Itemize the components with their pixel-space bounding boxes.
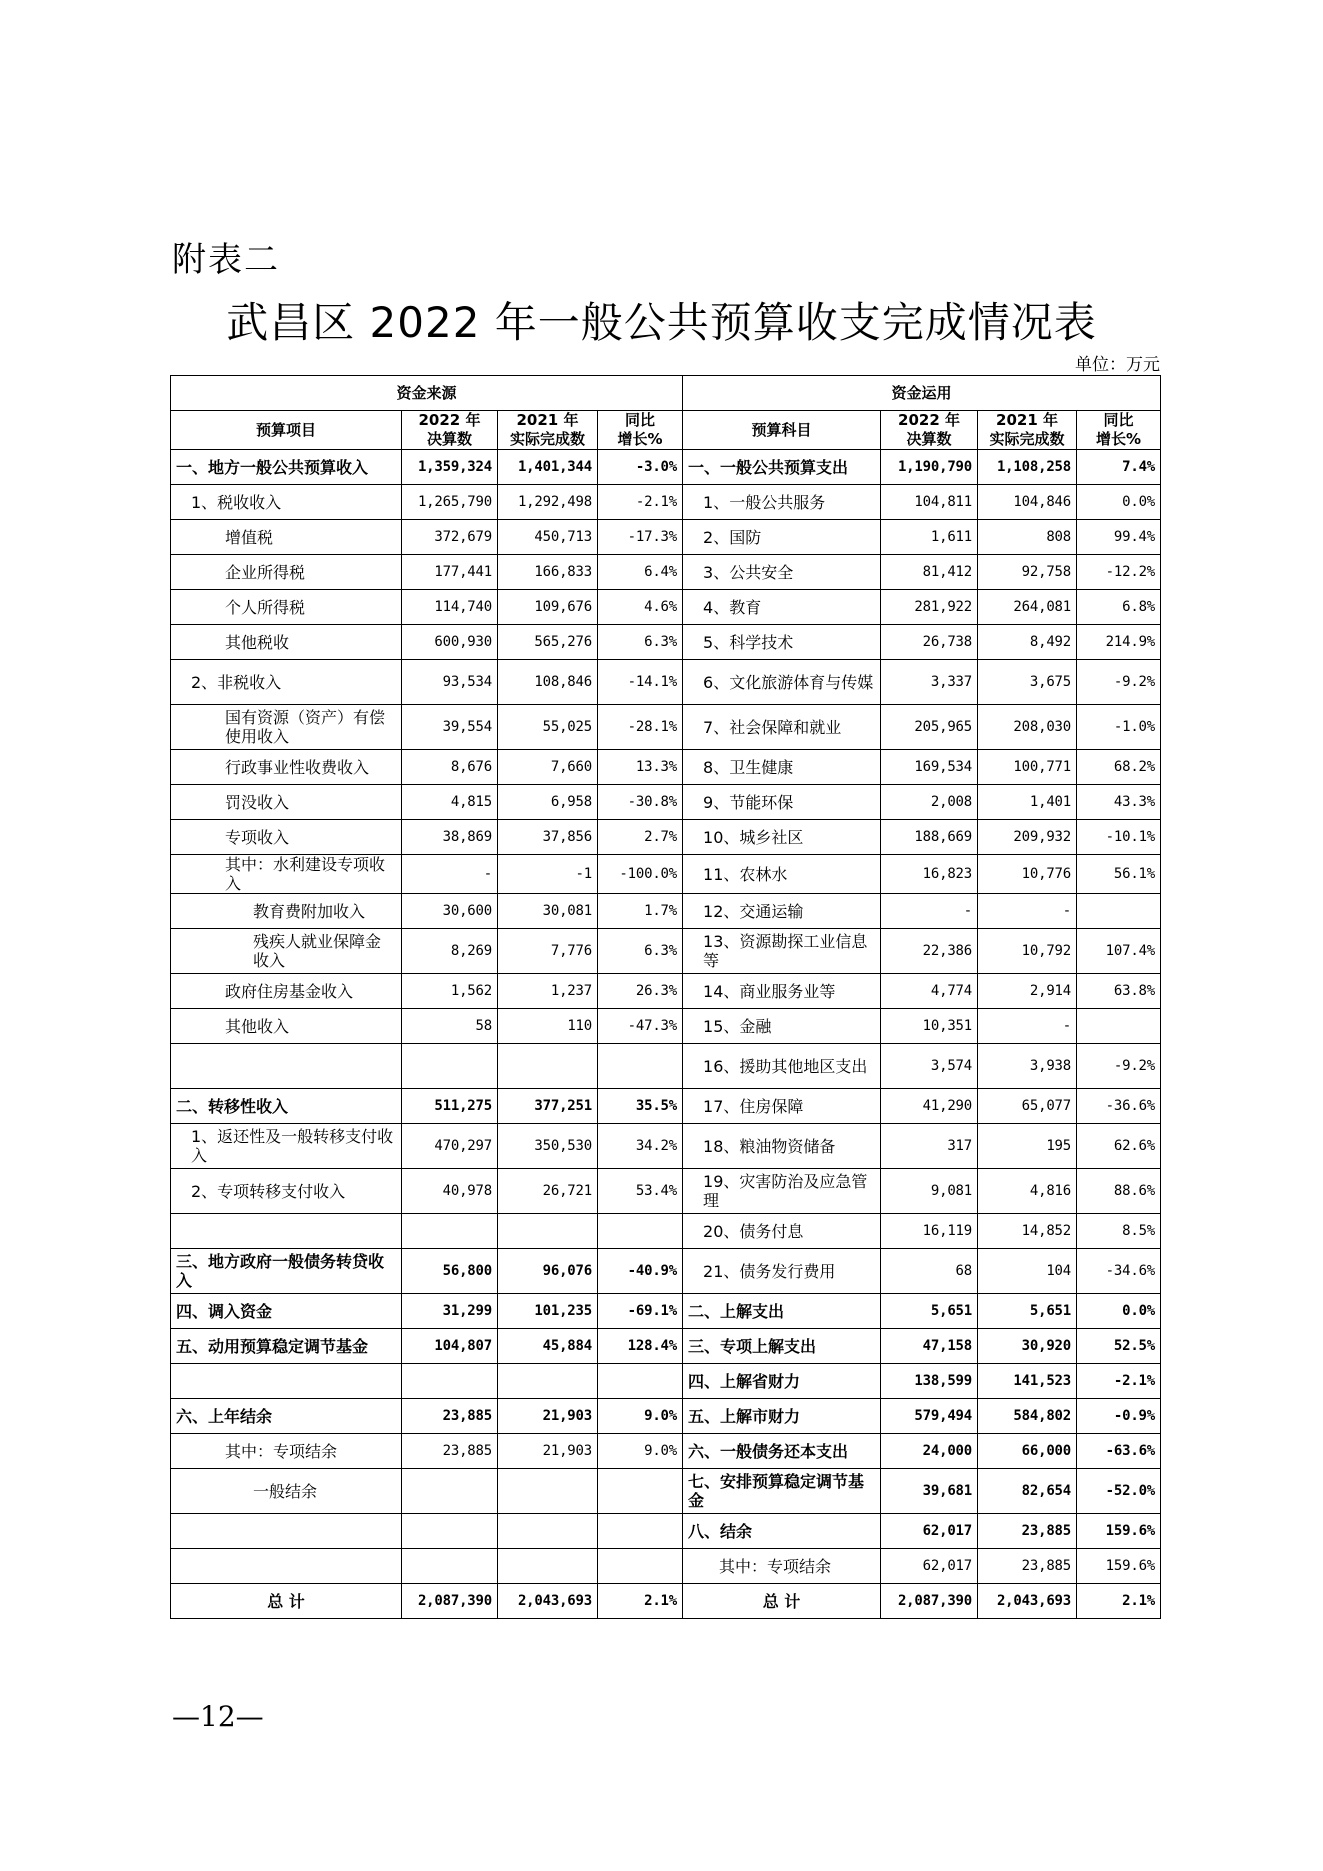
- source-value-2021: 7,776: [498, 929, 598, 974]
- source-value-2022: 23,885: [402, 1399, 498, 1434]
- use-item-label: 七、安排预算稳定调节基金: [683, 1469, 881, 1514]
- table-row: [171, 750, 1161, 785]
- use-value-2021: 3,938: [978, 1044, 1077, 1089]
- use-item-label: 1、一般公共服务: [683, 485, 881, 520]
- table-row: [171, 1469, 1161, 1514]
- use-value-2021: 1,401: [978, 785, 1077, 820]
- use-value-2021: 10,792: [978, 929, 1077, 974]
- use-value-2021: 1,108,258: [978, 450, 1077, 485]
- col-header-left-item: 预算项目: [171, 411, 402, 450]
- use-growth-pct: -9.2%: [1077, 1044, 1161, 1089]
- source-item-label: 企业所得税: [171, 555, 402, 590]
- table-row: [171, 855, 1161, 894]
- section-header-row: [171, 376, 1161, 411]
- col-header-left-2021: 2021 年 实际完成数: [498, 411, 598, 450]
- table-row: [171, 450, 1161, 485]
- source-value-2022: [402, 1044, 498, 1089]
- table-row: [171, 485, 1161, 520]
- use-value-2021: 208,030: [978, 705, 1077, 750]
- source-value-2022: 1,562: [402, 974, 498, 1009]
- source-value-2022: [402, 1469, 498, 1514]
- table-row: [171, 1329, 1161, 1364]
- column-header-row: [171, 411, 1161, 450]
- table-row: [171, 1549, 1161, 1584]
- table-row: [171, 1294, 1161, 1329]
- source-value-2022: [402, 1364, 498, 1399]
- use-growth-pct: -34.6%: [1077, 1249, 1161, 1294]
- source-item-label: 一、地方一般公共预算收入: [171, 450, 402, 485]
- table-row: [171, 820, 1161, 855]
- use-value-2022: 169,534: [881, 750, 978, 785]
- use-item-label: 五、上解市财力: [683, 1399, 881, 1434]
- use-value-2021: 584,802: [978, 1399, 1077, 1434]
- source-growth-pct: 13.3%: [598, 750, 683, 785]
- use-value-2022: 62,017: [881, 1514, 978, 1549]
- source-value-2022: 38,869: [402, 820, 498, 855]
- use-item-label: 六、一般债务还本支出: [683, 1434, 881, 1469]
- source-value-2021: 26,721: [498, 1169, 598, 1214]
- source-value-2021: 37,856: [498, 820, 598, 855]
- use-value-2022: 104,811: [881, 485, 978, 520]
- table-row: [171, 1214, 1161, 1249]
- use-value-2021: 264,081: [978, 590, 1077, 625]
- use-value-2022: 3,574: [881, 1044, 978, 1089]
- source-value-2021: [498, 1549, 598, 1584]
- source-value-2021: 30,081: [498, 894, 598, 929]
- use-growth-pct: [1077, 894, 1161, 929]
- use-item-label: 二、上解支出: [683, 1294, 881, 1329]
- col-header-left-growth: 同比 增长%: [598, 411, 683, 450]
- source-value-2021: 1,401,344: [498, 450, 598, 485]
- use-item-label: 20、债务付息: [683, 1214, 881, 1249]
- source-value-2021: [498, 1364, 598, 1399]
- source-item-label: 行政事业性收费收入: [171, 750, 402, 785]
- use-growth-pct: 214.9%: [1077, 625, 1161, 660]
- use-value-2022: 62,017: [881, 1549, 978, 1584]
- source-value-2022: [402, 1214, 498, 1249]
- use-growth-pct: 2.1%: [1077, 1584, 1161, 1619]
- use-growth-pct: 63.8%: [1077, 974, 1161, 1009]
- use-value-2022: 579,494: [881, 1399, 978, 1434]
- use-growth-pct: -9.2%: [1077, 660, 1161, 705]
- source-item-label: [171, 1549, 402, 1584]
- source-item-label: 个人所得税: [171, 590, 402, 625]
- source-value-2021: [498, 1044, 598, 1089]
- source-item-label: 残疾人就业保障金收入: [171, 929, 402, 974]
- use-item-label: 12、交通运输: [683, 894, 881, 929]
- source-growth-pct: -69.1%: [598, 1294, 683, 1329]
- use-item-label: 14、商业服务业等: [683, 974, 881, 1009]
- source-value-2022: 30,600: [402, 894, 498, 929]
- source-value-2022: 177,441: [402, 555, 498, 590]
- source-value-2021: 96,076: [498, 1249, 598, 1294]
- source-value-2021: 1,292,498: [498, 485, 598, 520]
- use-growth-pct: 8.5%: [1077, 1214, 1161, 1249]
- source-value-2022: 8,269: [402, 929, 498, 974]
- source-value-2021: 2,043,693: [498, 1584, 598, 1619]
- use-item-label: 5、科学技术: [683, 625, 881, 660]
- use-value-2021: 808: [978, 520, 1077, 555]
- use-value-2021: 195: [978, 1124, 1077, 1169]
- source-item-label: 政府住房基金收入: [171, 974, 402, 1009]
- use-value-2022: 2,008: [881, 785, 978, 820]
- table-row: [171, 1434, 1161, 1469]
- budget-table: [170, 375, 1161, 1619]
- source-growth-pct: 6.3%: [598, 929, 683, 974]
- source-value-2021: 377,251: [498, 1089, 598, 1124]
- use-value-2022: 3,337: [881, 660, 978, 705]
- use-value-2022: 205,965: [881, 705, 978, 750]
- use-growth-pct: -36.6%: [1077, 1089, 1161, 1124]
- use-value-2021: 141,523: [978, 1364, 1077, 1399]
- source-value-2022: 23,885: [402, 1434, 498, 1469]
- use-value-2021: 10,776: [978, 855, 1077, 894]
- source-value-2022: 31,299: [402, 1294, 498, 1329]
- source-growth-pct: 2.1%: [598, 1584, 683, 1619]
- use-growth-pct: 6.8%: [1077, 590, 1161, 625]
- use-growth-pct: -2.1%: [1077, 1364, 1161, 1399]
- use-growth-pct: 99.4%: [1077, 520, 1161, 555]
- source-growth-pct: 9.0%: [598, 1434, 683, 1469]
- use-value-2021: 23,885: [978, 1549, 1077, 1584]
- source-growth-pct: [598, 1514, 683, 1549]
- table-row: [171, 1169, 1161, 1214]
- source-item-label: 六、上年结余: [171, 1399, 402, 1434]
- source-growth-pct: 53.4%: [598, 1169, 683, 1214]
- source-growth-pct: 35.5%: [598, 1089, 683, 1124]
- table-row: [171, 590, 1161, 625]
- col-header-right-growth: 同比 增长%: [1077, 411, 1161, 450]
- use-item-label: 4、教育: [683, 590, 881, 625]
- source-item-label: 国有资源（资产）有偿使用收入: [171, 705, 402, 750]
- source-item-label: [171, 1514, 402, 1549]
- use-item-label: 19、灾害防治及应急管理: [683, 1169, 881, 1214]
- use-value-2021: 65,077: [978, 1089, 1077, 1124]
- source-growth-pct: [598, 1044, 683, 1089]
- source-growth-pct: [598, 1469, 683, 1514]
- use-value-2022: 47,158: [881, 1329, 978, 1364]
- use-value-2022: 16,119: [881, 1214, 978, 1249]
- use-value-2021: -: [978, 1009, 1077, 1044]
- source-growth-pct: [598, 1214, 683, 1249]
- use-value-2022: 5,651: [881, 1294, 978, 1329]
- use-growth-pct: -12.2%: [1077, 555, 1161, 590]
- use-item-label: 17、住房保障: [683, 1089, 881, 1124]
- source-value-2021: 45,884: [498, 1329, 598, 1364]
- use-value-2022: 24,000: [881, 1434, 978, 1469]
- source-value-2021: [498, 1214, 598, 1249]
- table-row: [171, 520, 1161, 555]
- source-value-2021: 6,958: [498, 785, 598, 820]
- source-item-label: 四、调入资金: [171, 1294, 402, 1329]
- source-value-2021: 565,276: [498, 625, 598, 660]
- source-growth-pct: -2.1%: [598, 485, 683, 520]
- use-growth-pct: -63.6%: [1077, 1434, 1161, 1469]
- use-item-label: 一、一般公共预算支出: [683, 450, 881, 485]
- source-value-2022: 58: [402, 1009, 498, 1044]
- use-item-label: 6、文化旅游体育与传媒: [683, 660, 881, 705]
- table-row: [171, 1249, 1161, 1294]
- use-value-2022: 10,351: [881, 1009, 978, 1044]
- use-value-2021: 104: [978, 1249, 1077, 1294]
- section-source: 资金来源: [171, 376, 683, 411]
- source-value-2022: [402, 1549, 498, 1584]
- source-growth-pct: 4.6%: [598, 590, 683, 625]
- source-growth-pct: -100.0%: [598, 855, 683, 894]
- source-item-label: 增值税: [171, 520, 402, 555]
- source-value-2021: [498, 1514, 598, 1549]
- use-growth-pct: 107.4%: [1077, 929, 1161, 974]
- source-value-2022: 93,534: [402, 660, 498, 705]
- source-value-2022: 511,275: [402, 1089, 498, 1124]
- source-value-2022: 372,679: [402, 520, 498, 555]
- source-value-2021: 109,676: [498, 590, 598, 625]
- use-value-2021: 23,885: [978, 1514, 1077, 1549]
- source-growth-pct: 9.0%: [598, 1399, 683, 1434]
- source-item-label: 总 计: [171, 1584, 402, 1619]
- use-value-2021: 3,675: [978, 660, 1077, 705]
- use-value-2021: 2,043,693: [978, 1584, 1077, 1619]
- use-item-label: 八、结余: [683, 1514, 881, 1549]
- source-value-2021: 7,660: [498, 750, 598, 785]
- source-value-2022: 114,740: [402, 590, 498, 625]
- use-value-2021: 4,816: [978, 1169, 1077, 1214]
- use-value-2021: 66,000: [978, 1434, 1077, 1469]
- source-value-2022: 2,087,390: [402, 1584, 498, 1619]
- source-item-label: 二、转移性收入: [171, 1089, 402, 1124]
- use-growth-pct: 68.2%: [1077, 750, 1161, 785]
- use-item-label: 三、专项上解支出: [683, 1329, 881, 1364]
- use-growth-pct: 0.0%: [1077, 485, 1161, 520]
- table-row: [171, 1514, 1161, 1549]
- use-value-2022: 81,412: [881, 555, 978, 590]
- table-row: [171, 660, 1161, 705]
- source-growth-pct: 128.4%: [598, 1329, 683, 1364]
- source-item-label: [171, 1364, 402, 1399]
- source-item-label: 2、非税收入: [171, 660, 402, 705]
- use-growth-pct: -0.9%: [1077, 1399, 1161, 1434]
- source-value-2021: [498, 1469, 598, 1514]
- source-value-2022: 1,265,790: [402, 485, 498, 520]
- use-value-2022: -: [881, 894, 978, 929]
- use-value-2021: -: [978, 894, 1077, 929]
- source-item-label: 罚没收入: [171, 785, 402, 820]
- source-item-label: 三、地方政府一般债务转贷收入: [171, 1249, 402, 1294]
- source-value-2022: 56,800: [402, 1249, 498, 1294]
- use-value-2022: 9,081: [881, 1169, 978, 1214]
- source-growth-pct: -3.0%: [598, 450, 683, 485]
- use-item-label: 21、债务发行费用: [683, 1249, 881, 1294]
- table-row: [171, 1584, 1161, 1619]
- use-value-2022: 1,611: [881, 520, 978, 555]
- use-value-2021: 100,771: [978, 750, 1077, 785]
- use-item-label: 9、节能环保: [683, 785, 881, 820]
- source-growth-pct: 34.2%: [598, 1124, 683, 1169]
- source-item-label: 1、税收收入: [171, 485, 402, 520]
- table-row: [171, 705, 1161, 750]
- use-growth-pct: [1077, 1009, 1161, 1044]
- use-value-2022: 317: [881, 1124, 978, 1169]
- use-item-label: 2、国防: [683, 520, 881, 555]
- page-title: 武昌区 2022 年一般公共预算收支完成情况表: [226, 298, 1097, 347]
- use-growth-pct: 159.6%: [1077, 1514, 1161, 1549]
- table-row: [171, 555, 1161, 590]
- source-item-label: 其他收入: [171, 1009, 402, 1044]
- source-item-label: 一般结余: [171, 1469, 402, 1514]
- source-item-label: 教育费附加收入: [171, 894, 402, 929]
- source-item-label: 其中：专项结余: [171, 1434, 402, 1469]
- source-value-2022: 40,978: [402, 1169, 498, 1214]
- source-value-2021: 21,903: [498, 1399, 598, 1434]
- source-value-2021: 101,235: [498, 1294, 598, 1329]
- use-growth-pct: 56.1%: [1077, 855, 1161, 894]
- source-value-2021: -1: [498, 855, 598, 894]
- use-item-label: 8、卫生健康: [683, 750, 881, 785]
- source-value-2021: 450,713: [498, 520, 598, 555]
- use-value-2021: 104,846: [978, 485, 1077, 520]
- use-growth-pct: 159.6%: [1077, 1549, 1161, 1584]
- use-growth-pct: -10.1%: [1077, 820, 1161, 855]
- use-item-label: 15、金融: [683, 1009, 881, 1044]
- source-growth-pct: 2.7%: [598, 820, 683, 855]
- table-row: [171, 1364, 1161, 1399]
- use-item-label: 7、社会保障和就业: [683, 705, 881, 750]
- use-growth-pct: 7.4%: [1077, 450, 1161, 485]
- use-item-label: 16、援助其他地区支出: [683, 1044, 881, 1089]
- table-row: [171, 894, 1161, 929]
- source-value-2022: 104,807: [402, 1329, 498, 1364]
- table-row: [171, 1124, 1161, 1169]
- use-value-2022: 41,290: [881, 1089, 978, 1124]
- use-value-2021: 2,914: [978, 974, 1077, 1009]
- use-value-2021: 82,654: [978, 1469, 1077, 1514]
- table-row: [171, 1089, 1161, 1124]
- attachment-label: 附表二: [172, 240, 280, 280]
- use-growth-pct: 43.3%: [1077, 785, 1161, 820]
- use-value-2022: 68: [881, 1249, 978, 1294]
- use-value-2022: 16,823: [881, 855, 978, 894]
- source-growth-pct: [598, 1549, 683, 1584]
- use-value-2021: 8,492: [978, 625, 1077, 660]
- source-item-label: 其他税收: [171, 625, 402, 660]
- use-growth-pct: 0.0%: [1077, 1294, 1161, 1329]
- source-value-2021: 166,833: [498, 555, 598, 590]
- source-item-label: [171, 1214, 402, 1249]
- source-growth-pct: 1.7%: [598, 894, 683, 929]
- use-value-2022: 26,738: [881, 625, 978, 660]
- use-value-2022: 39,681: [881, 1469, 978, 1514]
- source-value-2022: -: [402, 855, 498, 894]
- use-value-2022: 188,669: [881, 820, 978, 855]
- source-value-2021: 1,237: [498, 974, 598, 1009]
- use-item-label: 11、农林水: [683, 855, 881, 894]
- use-growth-pct: 62.6%: [1077, 1124, 1161, 1169]
- use-growth-pct: 88.6%: [1077, 1169, 1161, 1214]
- col-header-right-2022: 2022 年 决算数: [881, 411, 978, 450]
- use-value-2021: 14,852: [978, 1214, 1077, 1249]
- use-item-label: 13、资源勘探工业信息等: [683, 929, 881, 974]
- source-item-label: 其中：水利建设专项收入: [171, 855, 402, 894]
- source-value-2021: 110: [498, 1009, 598, 1044]
- use-value-2022: 2,087,390: [881, 1584, 978, 1619]
- source-growth-pct: -14.1%: [598, 660, 683, 705]
- table-row: [171, 625, 1161, 660]
- table-body: [171, 450, 1161, 1619]
- table-row: [171, 1044, 1161, 1089]
- source-value-2022: 8,676: [402, 750, 498, 785]
- source-item-label: 专项收入: [171, 820, 402, 855]
- source-value-2022: 600,930: [402, 625, 498, 660]
- table-row: [171, 929, 1161, 974]
- col-header-left-2022: 2022 年 决算数: [402, 411, 498, 450]
- table-row: [171, 974, 1161, 1009]
- source-value-2022: 39,554: [402, 705, 498, 750]
- table-row: [171, 1399, 1161, 1434]
- source-value-2021: 55,025: [498, 705, 598, 750]
- source-value-2021: 21,903: [498, 1434, 598, 1469]
- source-value-2022: 4,815: [402, 785, 498, 820]
- source-growth-pct: -28.1%: [598, 705, 683, 750]
- source-growth-pct: -30.8%: [598, 785, 683, 820]
- source-value-2022: 1,359,324: [402, 450, 498, 485]
- col-header-right-item: 预算科目: [683, 411, 881, 450]
- use-value-2022: 281,922: [881, 590, 978, 625]
- use-value-2021: 209,932: [978, 820, 1077, 855]
- use-value-2022: 4,774: [881, 974, 978, 1009]
- source-value-2022: 470,297: [402, 1124, 498, 1169]
- use-value-2022: 22,386: [881, 929, 978, 974]
- use-growth-pct: 52.5%: [1077, 1329, 1161, 1364]
- source-growth-pct: 6.3%: [598, 625, 683, 660]
- use-value-2022: 1,190,790: [881, 450, 978, 485]
- use-item-label: 10、城乡社区: [683, 820, 881, 855]
- col-header-right-2021: 2021 年 实际完成数: [978, 411, 1077, 450]
- use-value-2022: 138,599: [881, 1364, 978, 1399]
- use-item-label: 四、上解省财力: [683, 1364, 881, 1399]
- source-value-2021: 108,846: [498, 660, 598, 705]
- source-item-label: 五、动用预算稳定调节基金: [171, 1329, 402, 1364]
- source-growth-pct: -47.3%: [598, 1009, 683, 1044]
- table-row: [171, 1009, 1161, 1044]
- use-item-label: 总 计: [683, 1584, 881, 1619]
- source-value-2021: 350,530: [498, 1124, 598, 1169]
- use-value-2021: 5,651: [978, 1294, 1077, 1329]
- use-item-label: 18、粮油物资储备: [683, 1124, 881, 1169]
- source-item-label: 2、专项转移支付收入: [171, 1169, 402, 1214]
- source-growth-pct: 26.3%: [598, 974, 683, 1009]
- source-growth-pct: -40.9%: [598, 1249, 683, 1294]
- source-growth-pct: -17.3%: [598, 520, 683, 555]
- source-growth-pct: 6.4%: [598, 555, 683, 590]
- source-item-label: 1、返还性及一般转移支付收入: [171, 1124, 402, 1169]
- use-item-label: 其中：专项结余: [683, 1549, 881, 1584]
- use-growth-pct: -52.0%: [1077, 1469, 1161, 1514]
- section-use: 资金运用: [683, 376, 1161, 411]
- page-number: —12—: [172, 1700, 264, 1733]
- table-row: [171, 785, 1161, 820]
- use-item-label: 3、公共安全: [683, 555, 881, 590]
- source-item-label: [171, 1044, 402, 1089]
- source-value-2022: [402, 1514, 498, 1549]
- unit-label: 单位：万元: [1075, 355, 1160, 375]
- source-growth-pct: [598, 1364, 683, 1399]
- use-growth-pct: -1.0%: [1077, 705, 1161, 750]
- use-value-2021: 30,920: [978, 1329, 1077, 1364]
- use-value-2021: 92,758: [978, 555, 1077, 590]
